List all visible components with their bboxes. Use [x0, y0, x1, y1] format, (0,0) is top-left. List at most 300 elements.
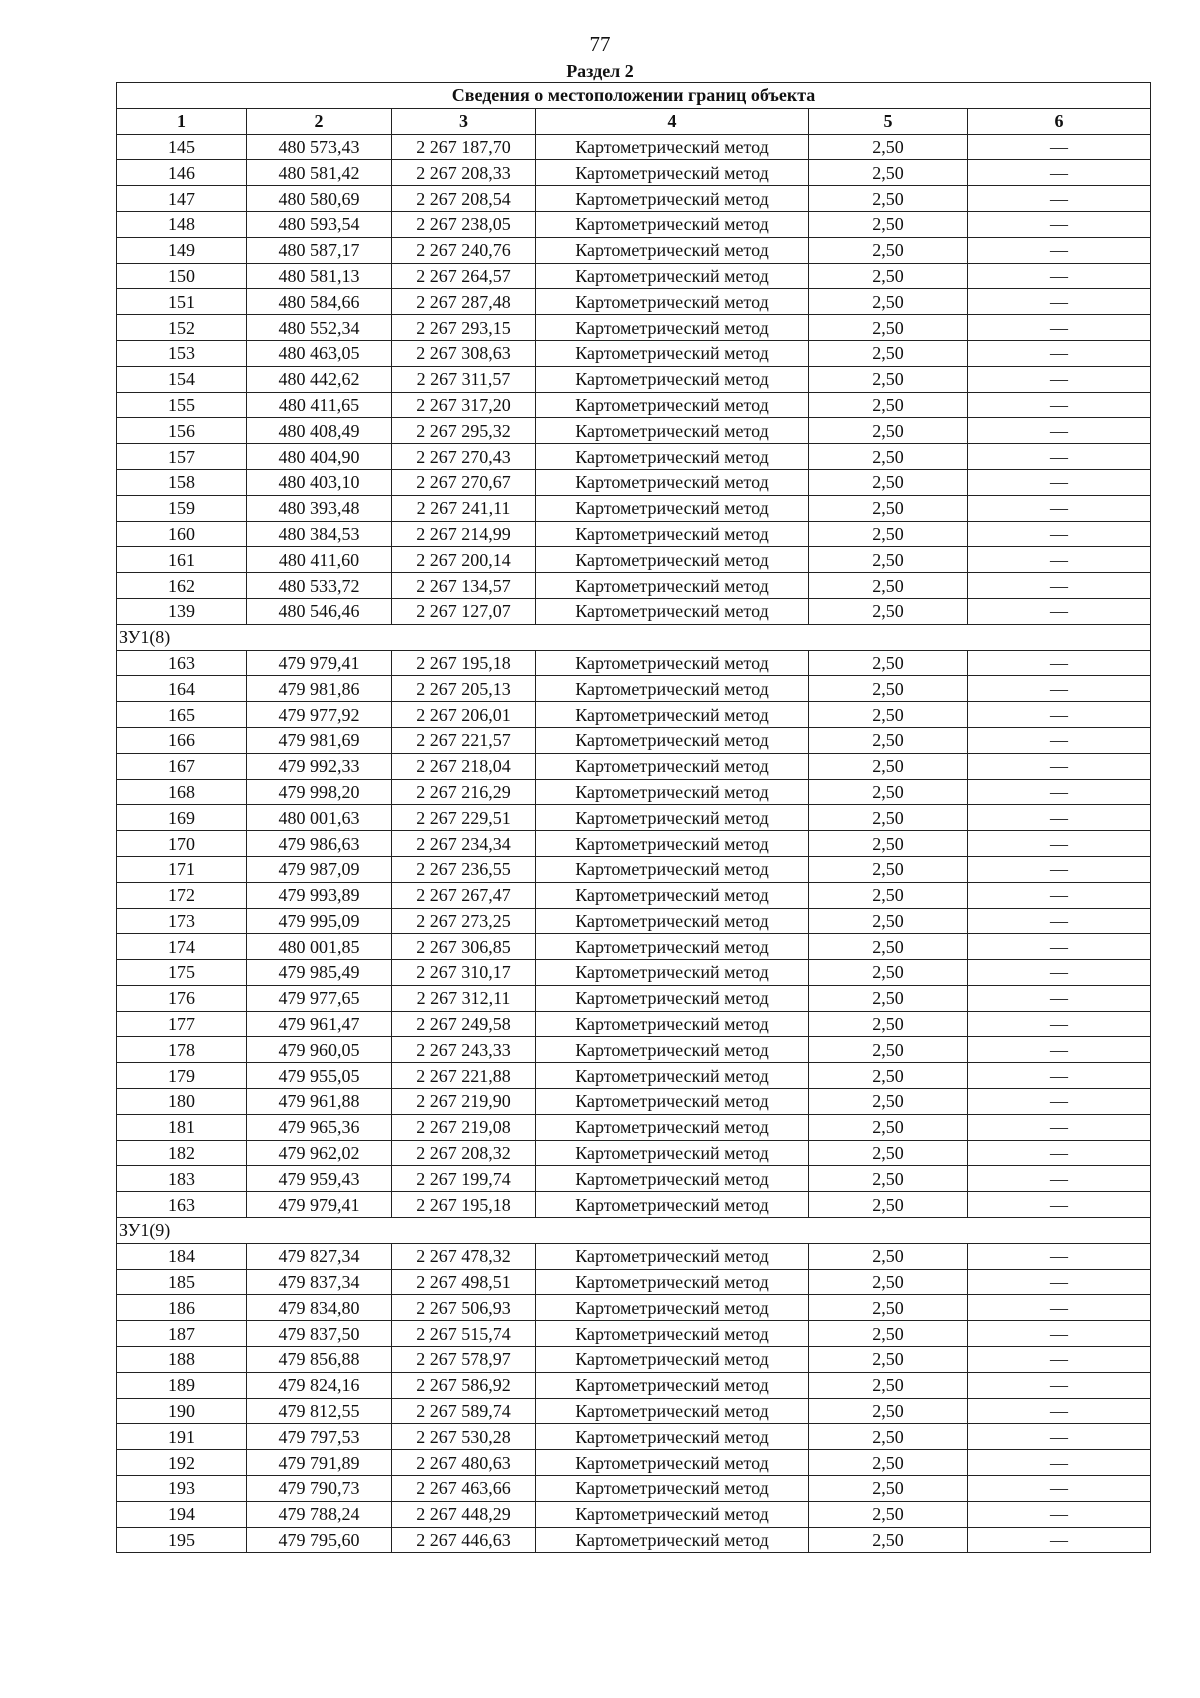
method-cell: Картометрический метод [536, 444, 809, 470]
point-number-cell: 147 [117, 186, 247, 212]
method-cell: Картометрический метод [536, 805, 809, 831]
point-number-cell: 161 [117, 547, 247, 573]
accuracy-cell: 2,50 [809, 1037, 968, 1063]
accuracy-cell: 2,50 [809, 315, 968, 341]
table-row [117, 805, 1151, 831]
method-cell: Картометрический метод [536, 960, 809, 986]
accuracy-cell: 2,50 [809, 676, 968, 702]
y-coordinate-cell: 2 267 267,47 [392, 882, 536, 908]
method-cell: Картометрический метод [536, 1114, 809, 1140]
table-row [117, 134, 1151, 160]
point-number-cell: 193 [117, 1476, 247, 1502]
accuracy-cell: 2,50 [809, 1321, 968, 1347]
x-coordinate-cell: 479 977,65 [247, 985, 392, 1011]
x-coordinate-cell: 479 979,41 [247, 1192, 392, 1218]
accuracy-cell: 2,50 [809, 650, 968, 676]
point-number-cell: 188 [117, 1347, 247, 1373]
y-coordinate-cell: 2 267 206,01 [392, 702, 536, 728]
y-coordinate-cell: 2 267 317,20 [392, 392, 536, 418]
method-cell: Картометрический метод [536, 263, 809, 289]
point-number-cell: 139 [117, 598, 247, 624]
group-label: ЗУ1(8) [117, 624, 1151, 650]
y-coordinate-cell: 2 267 589,74 [392, 1398, 536, 1424]
method-cell: Картометрический метод [536, 1011, 809, 1037]
method-cell: Картометрический метод [536, 676, 809, 702]
method-cell: Картометрический метод [536, 1089, 809, 1115]
accuracy-cell: 2,50 [809, 160, 968, 186]
method-cell: Картометрический метод [536, 573, 809, 599]
y-coordinate-cell: 2 267 515,74 [392, 1321, 536, 1347]
method-cell: Картометрический метод [536, 237, 809, 263]
table-row [117, 237, 1151, 263]
x-coordinate-cell: 479 795,60 [247, 1527, 392, 1553]
y-coordinate-cell: 2 267 506,93 [392, 1295, 536, 1321]
x-coordinate-cell: 480 546,46 [247, 598, 392, 624]
note-cell: — [968, 237, 1151, 263]
method-cell: Картометрический метод [536, 469, 809, 495]
table-row [117, 1450, 1151, 1476]
note-cell: — [968, 805, 1151, 831]
point-number-cell: 158 [117, 469, 247, 495]
table-row [117, 1347, 1151, 1373]
x-coordinate-cell: 479 981,86 [247, 676, 392, 702]
table-row [117, 1372, 1151, 1398]
accuracy-cell: 2,50 [809, 1424, 968, 1450]
group-row [117, 624, 1151, 650]
note-cell: — [968, 469, 1151, 495]
note-cell: — [968, 1321, 1151, 1347]
x-coordinate-cell: 479 837,34 [247, 1269, 392, 1295]
point-number-cell: 177 [117, 1011, 247, 1037]
point-number-cell: 186 [117, 1295, 247, 1321]
column-header: 2 [247, 108, 392, 134]
note-cell: — [968, 160, 1151, 186]
x-coordinate-cell: 480 403,10 [247, 469, 392, 495]
point-number-cell: 185 [117, 1269, 247, 1295]
x-coordinate-cell: 480 442,62 [247, 366, 392, 392]
point-number-cell: 152 [117, 315, 247, 341]
note-cell: — [968, 1450, 1151, 1476]
y-coordinate-cell: 2 267 200,14 [392, 547, 536, 573]
x-coordinate-cell: 479 959,43 [247, 1166, 392, 1192]
note-cell: — [968, 211, 1151, 237]
table-row [117, 650, 1151, 676]
column-header: 1 [117, 108, 247, 134]
x-coordinate-cell: 479 960,05 [247, 1037, 392, 1063]
table-row [117, 831, 1151, 857]
method-cell: Картометрический метод [536, 598, 809, 624]
point-number-cell: 180 [117, 1089, 247, 1115]
note-cell: — [968, 727, 1151, 753]
accuracy-cell: 2,50 [809, 1192, 968, 1218]
method-cell: Картометрический метод [536, 831, 809, 857]
table-row [117, 469, 1151, 495]
table-row [117, 727, 1151, 753]
y-coordinate-cell: 2 267 208,54 [392, 186, 536, 212]
y-coordinate-cell: 2 267 310,17 [392, 960, 536, 986]
accuracy-cell: 2,50 [809, 908, 968, 934]
point-number-cell: 150 [117, 263, 247, 289]
x-coordinate-cell: 480 384,53 [247, 521, 392, 547]
accuracy-cell: 2,50 [809, 418, 968, 444]
point-number-cell: 151 [117, 289, 247, 315]
page-number: 77 [589, 32, 611, 56]
accuracy-cell: 2,50 [809, 1243, 968, 1269]
x-coordinate-cell: 480 393,48 [247, 495, 392, 521]
point-number-cell: 153 [117, 340, 247, 366]
accuracy-cell: 2,50 [809, 1450, 968, 1476]
point-number-cell: 174 [117, 934, 247, 960]
point-number-cell: 178 [117, 1037, 247, 1063]
table-row [117, 495, 1151, 521]
x-coordinate-cell: 479 965,36 [247, 1114, 392, 1140]
table-row [117, 263, 1151, 289]
table-row [117, 1476, 1151, 1502]
x-coordinate-cell: 480 552,34 [247, 315, 392, 341]
column-header: 6 [968, 108, 1151, 134]
table-row [117, 1527, 1151, 1553]
y-coordinate-cell: 2 267 243,33 [392, 1037, 536, 1063]
x-coordinate-cell: 479 962,02 [247, 1140, 392, 1166]
method-cell: Картометрический метод [536, 753, 809, 779]
accuracy-cell: 2,50 [809, 831, 968, 857]
x-coordinate-cell: 480 581,42 [247, 160, 392, 186]
y-coordinate-cell: 2 267 218,04 [392, 753, 536, 779]
method-cell: Картометрический метод [536, 1527, 809, 1553]
note-cell: — [968, 1501, 1151, 1527]
y-coordinate-cell: 2 267 187,70 [392, 134, 536, 160]
table-row [117, 315, 1151, 341]
table-row [117, 1166, 1151, 1192]
accuracy-cell: 2,50 [809, 702, 968, 728]
y-coordinate-cell: 2 267 238,05 [392, 211, 536, 237]
y-coordinate-cell: 2 267 312,11 [392, 985, 536, 1011]
point-number-cell: 165 [117, 702, 247, 728]
accuracy-cell: 2,50 [809, 547, 968, 573]
y-coordinate-cell: 2 267 306,85 [392, 934, 536, 960]
y-coordinate-cell: 2 267 205,13 [392, 676, 536, 702]
x-coordinate-cell: 480 584,66 [247, 289, 392, 315]
note-cell: — [968, 186, 1151, 212]
point-number-cell: 172 [117, 882, 247, 908]
x-coordinate-cell: 479 961,47 [247, 1011, 392, 1037]
table-row [117, 1243, 1151, 1269]
y-coordinate-cell: 2 267 236,55 [392, 856, 536, 882]
table-row [117, 985, 1151, 1011]
accuracy-cell: 2,50 [809, 985, 968, 1011]
point-number-cell: 169 [117, 805, 247, 831]
y-coordinate-cell: 2 267 229,51 [392, 805, 536, 831]
note-cell: — [968, 856, 1151, 882]
x-coordinate-cell: 479 998,20 [247, 779, 392, 805]
method-cell: Картометрический метод [536, 1476, 809, 1502]
column-header: 4 [536, 108, 809, 134]
table-row [117, 598, 1151, 624]
note-cell: — [968, 263, 1151, 289]
method-cell: Картометрический метод [536, 1063, 809, 1089]
note-cell: — [968, 521, 1151, 547]
method-cell: Картометрический метод [536, 985, 809, 1011]
x-coordinate-cell: 480 411,60 [247, 547, 392, 573]
x-coordinate-cell: 479 985,49 [247, 960, 392, 986]
method-cell: Картометрический метод [536, 1450, 809, 1476]
accuracy-cell: 2,50 [809, 753, 968, 779]
table-row [117, 444, 1151, 470]
table-row [117, 856, 1151, 882]
y-coordinate-cell: 2 267 530,28 [392, 1424, 536, 1450]
table-row [117, 1011, 1151, 1037]
point-number-cell: 191 [117, 1424, 247, 1450]
note-cell: — [968, 134, 1151, 160]
table-row [117, 547, 1151, 573]
point-number-cell: 166 [117, 727, 247, 753]
method-cell: Картометрический метод [536, 727, 809, 753]
accuracy-cell: 2,50 [809, 1476, 968, 1502]
accuracy-cell: 2,50 [809, 727, 968, 753]
point-number-cell: 157 [117, 444, 247, 470]
method-cell: Картометрический метод [536, 1037, 809, 1063]
note-cell: — [968, 1347, 1151, 1373]
table-row [117, 676, 1151, 702]
method-cell: Картометрический метод [536, 1398, 809, 1424]
note-cell: — [968, 418, 1151, 444]
note-cell: — [968, 702, 1151, 728]
x-coordinate-cell: 479 791,89 [247, 1450, 392, 1476]
point-number-cell: 195 [117, 1527, 247, 1553]
y-coordinate-cell: 2 267 273,25 [392, 908, 536, 934]
x-coordinate-cell: 479 993,89 [247, 882, 392, 908]
x-coordinate-cell: 479 981,69 [247, 727, 392, 753]
accuracy-cell: 2,50 [809, 134, 968, 160]
note-cell: — [968, 1192, 1151, 1218]
table-row [117, 186, 1151, 212]
y-coordinate-cell: 2 267 586,92 [392, 1372, 536, 1398]
method-cell: Картометрический метод [536, 495, 809, 521]
method-cell: Картометрический метод [536, 1166, 809, 1192]
accuracy-cell: 2,50 [809, 598, 968, 624]
table-row [117, 1037, 1151, 1063]
point-number-cell: 171 [117, 856, 247, 882]
method-cell: Картометрический метод [536, 1321, 809, 1347]
accuracy-cell: 2,50 [809, 392, 968, 418]
table-row [117, 1501, 1151, 1527]
x-coordinate-cell: 480 580,69 [247, 186, 392, 212]
method-cell: Картометрический метод [536, 934, 809, 960]
method-cell: Картометрический метод [536, 908, 809, 934]
accuracy-cell: 2,50 [809, 882, 968, 908]
note-cell: — [968, 1140, 1151, 1166]
column-number-row [117, 108, 1151, 134]
note-cell: — [968, 340, 1151, 366]
point-number-cell: 155 [117, 392, 247, 418]
table-row [117, 702, 1151, 728]
point-number-cell: 148 [117, 211, 247, 237]
note-cell: — [968, 598, 1151, 624]
column-header: 5 [809, 108, 968, 134]
method-cell: Картометрический метод [536, 779, 809, 805]
method-cell: Картометрический метод [536, 392, 809, 418]
note-cell: — [968, 1114, 1151, 1140]
x-coordinate-cell: 479 961,88 [247, 1089, 392, 1115]
x-coordinate-cell: 479 986,63 [247, 831, 392, 857]
table-row [117, 1269, 1151, 1295]
method-cell: Картометрический метод [536, 1501, 809, 1527]
note-cell: — [968, 908, 1151, 934]
accuracy-cell: 2,50 [809, 521, 968, 547]
accuracy-cell: 2,50 [809, 289, 968, 315]
y-coordinate-cell: 2 267 463,66 [392, 1476, 536, 1502]
y-coordinate-cell: 2 267 270,67 [392, 469, 536, 495]
note-cell: — [968, 444, 1151, 470]
x-coordinate-cell: 479 812,55 [247, 1398, 392, 1424]
y-coordinate-cell: 2 267 480,63 [392, 1450, 536, 1476]
x-coordinate-cell: 479 797,53 [247, 1424, 392, 1450]
point-number-cell: 162 [117, 573, 247, 599]
accuracy-cell: 2,50 [809, 340, 968, 366]
point-number-cell: 159 [117, 495, 247, 521]
note-cell: — [968, 1476, 1151, 1502]
x-coordinate-cell: 480 587,17 [247, 237, 392, 263]
note-cell: — [968, 934, 1151, 960]
accuracy-cell: 2,50 [809, 1295, 968, 1321]
x-coordinate-cell: 479 995,09 [247, 908, 392, 934]
y-coordinate-cell: 2 267 578,97 [392, 1347, 536, 1373]
section-title: Раздел 2 [566, 61, 634, 81]
note-cell: — [968, 1063, 1151, 1089]
point-number-cell: 181 [117, 1114, 247, 1140]
point-number-cell: 192 [117, 1450, 247, 1476]
table-row [117, 960, 1151, 986]
note-cell: — [968, 392, 1151, 418]
point-number-cell: 170 [117, 831, 247, 857]
point-number-cell: 184 [117, 1243, 247, 1269]
point-number-cell: 175 [117, 960, 247, 986]
point-number-cell: 163 [117, 1192, 247, 1218]
method-cell: Картометрический метод [536, 1424, 809, 1450]
note-cell: — [968, 547, 1151, 573]
coordinates-table [116, 82, 1151, 1553]
table-row [117, 753, 1151, 779]
point-number-cell: 167 [117, 753, 247, 779]
y-coordinate-cell: 2 267 240,76 [392, 237, 536, 263]
point-number-cell: 182 [117, 1140, 247, 1166]
table-row [117, 934, 1151, 960]
x-coordinate-cell: 479 788,24 [247, 1501, 392, 1527]
table-row [117, 1321, 1151, 1347]
point-number-cell: 189 [117, 1372, 247, 1398]
y-coordinate-cell: 2 267 293,15 [392, 315, 536, 341]
method-cell: Картометрический метод [536, 1295, 809, 1321]
y-coordinate-cell: 2 267 264,57 [392, 263, 536, 289]
x-coordinate-cell: 479 827,34 [247, 1243, 392, 1269]
y-coordinate-cell: 2 267 221,57 [392, 727, 536, 753]
x-coordinate-cell: 480 411,65 [247, 392, 392, 418]
x-coordinate-cell: 479 992,33 [247, 753, 392, 779]
note-cell: — [968, 366, 1151, 392]
table-row [117, 392, 1151, 418]
table-row [117, 1089, 1151, 1115]
note-cell: — [968, 985, 1151, 1011]
table-body [117, 134, 1151, 1553]
y-coordinate-cell: 2 267 199,74 [392, 1166, 536, 1192]
accuracy-cell: 2,50 [809, 1501, 968, 1527]
note-cell: — [968, 495, 1151, 521]
accuracy-cell: 2,50 [809, 469, 968, 495]
x-coordinate-cell: 479 824,16 [247, 1372, 392, 1398]
x-coordinate-cell: 480 533,72 [247, 573, 392, 599]
table-row [117, 1063, 1151, 1089]
point-number-cell: 194 [117, 1501, 247, 1527]
note-cell: — [968, 753, 1151, 779]
y-coordinate-cell: 2 267 208,32 [392, 1140, 536, 1166]
y-coordinate-cell: 2 267 295,32 [392, 418, 536, 444]
note-cell: — [968, 831, 1151, 857]
method-cell: Картометрический метод [536, 521, 809, 547]
y-coordinate-cell: 2 267 308,63 [392, 340, 536, 366]
y-coordinate-cell: 2 267 195,18 [392, 1192, 536, 1218]
x-coordinate-cell: 479 955,05 [247, 1063, 392, 1089]
table-row [117, 908, 1151, 934]
point-number-cell: 145 [117, 134, 247, 160]
x-coordinate-cell: 479 834,80 [247, 1295, 392, 1321]
group-label: ЗУ1(9) [117, 1218, 1151, 1244]
note-cell: — [968, 960, 1151, 986]
table-row [117, 1295, 1151, 1321]
table-row [117, 1398, 1151, 1424]
y-coordinate-cell: 2 267 214,99 [392, 521, 536, 547]
method-cell: Картометрический метод [536, 650, 809, 676]
note-cell: — [968, 650, 1151, 676]
point-number-cell: 156 [117, 418, 247, 444]
point-number-cell: 149 [117, 237, 247, 263]
note-cell: — [968, 1398, 1151, 1424]
point-number-cell: 168 [117, 779, 247, 805]
accuracy-cell: 2,50 [809, 779, 968, 805]
accuracy-cell: 2,50 [809, 1140, 968, 1166]
point-number-cell: 173 [117, 908, 247, 934]
method-cell: Картометрический метод [536, 547, 809, 573]
note-cell: — [968, 1011, 1151, 1037]
method-cell: Картометрический метод [536, 1243, 809, 1269]
note-cell: — [968, 1424, 1151, 1450]
point-number-cell: 187 [117, 1321, 247, 1347]
y-coordinate-cell: 2 267 221,88 [392, 1063, 536, 1089]
table-row [117, 1114, 1151, 1140]
point-number-cell: 190 [117, 1398, 247, 1424]
table-caption-row [117, 83, 1151, 109]
x-coordinate-cell: 480 408,49 [247, 418, 392, 444]
y-coordinate-cell: 2 267 219,90 [392, 1089, 536, 1115]
y-coordinate-cell: 2 267 287,48 [392, 289, 536, 315]
method-cell: Картометрический метод [536, 1269, 809, 1295]
note-cell: — [968, 676, 1151, 702]
table-row [117, 366, 1151, 392]
table-row [117, 418, 1151, 444]
y-coordinate-cell: 2 267 234,34 [392, 831, 536, 857]
accuracy-cell: 2,50 [809, 1089, 968, 1115]
x-coordinate-cell: 479 987,09 [247, 856, 392, 882]
method-cell: Картометрический метод [536, 1347, 809, 1373]
method-cell: Картометрический метод [536, 340, 809, 366]
accuracy-cell: 2,50 [809, 1527, 968, 1553]
accuracy-cell: 2,50 [809, 1166, 968, 1192]
note-cell: — [968, 289, 1151, 315]
note-cell: — [968, 315, 1151, 341]
method-cell: Картометрический метод [536, 702, 809, 728]
accuracy-cell: 2,50 [809, 934, 968, 960]
note-cell: — [968, 1527, 1151, 1553]
point-number-cell: 176 [117, 985, 247, 1011]
